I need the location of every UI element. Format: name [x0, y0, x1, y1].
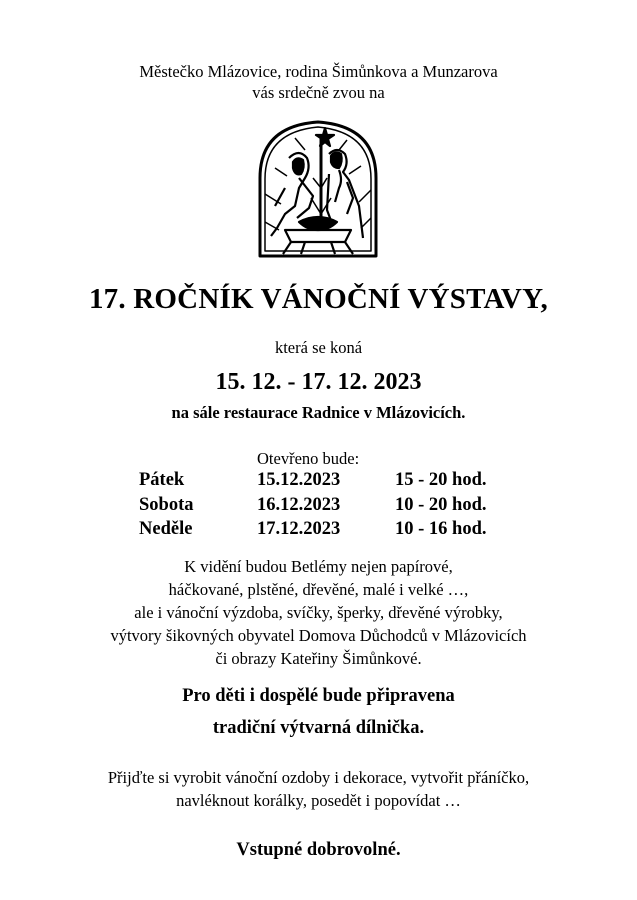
description-line: výtvory šikovných obyvatel Domova Důchodců v Mlázovicích	[110, 626, 527, 645]
exhibition-title: 17. ROČNÍK VÁNOČNÍ VÝSTAVY,	[88, 283, 549, 315]
entry-fee-note: Vstupné dobrovolné.	[236, 840, 401, 860]
schedule-day: Neděle	[139, 519, 193, 539]
invitation-line-2: vás srdečně zvou na	[252, 83, 385, 102]
description-line: háčkované, plstěné, dřevěné, malé i velké …,	[168, 580, 469, 599]
description-line: či obrazy Kateřiny Šimůnkové.	[215, 649, 422, 668]
invite-line-1: Přijďte si vyrobit vánoční ozdoby i dekorace, vytvořit přáníčko,	[107, 768, 530, 787]
invite-line-2: navléknout korálky, posedět i popovídat …	[176, 791, 461, 810]
schedule-date: 16.12.2023	[257, 495, 341, 515]
description-line: K vidění budou Betlémy nejen papírové,	[184, 557, 453, 576]
schedule-hours: 10 - 20 hod.	[395, 495, 487, 515]
schedule-date: 17.12.2023	[257, 519, 341, 539]
schedule-date: 15.12.2023	[257, 470, 341, 490]
opening-hours-label: Otevřeno bude:	[257, 449, 360, 468]
workshop-line-1: Pro děti i dospělé bude připravena	[182, 686, 455, 706]
exhibition-subtitle: která se koná	[274, 338, 363, 357]
exhibition-dates: 15. 12. - 17. 12. 2023	[215, 369, 422, 395]
workshop-line-2: tradiční výtvarná dílnička.	[212, 718, 425, 738]
schedule-day: Sobota	[139, 495, 194, 515]
schedule-hours: 15 - 20 hod.	[395, 470, 487, 490]
invitation-line-1: Městečko Mlázovice, rodina Šimůnkova a Munzarova	[139, 62, 498, 81]
schedule-hours: 10 - 16 hod.	[395, 519, 487, 539]
schedule-day: Pátek	[139, 470, 185, 490]
description-line: ale i vánoční výzdoba, svíčky, šperky, dřevěné výrobky,	[134, 603, 503, 622]
exhibition-venue: na sále restaurace Radnice v Mlázovicích.	[171, 403, 466, 422]
nativity-stained-glass-icon	[255, 118, 381, 258]
